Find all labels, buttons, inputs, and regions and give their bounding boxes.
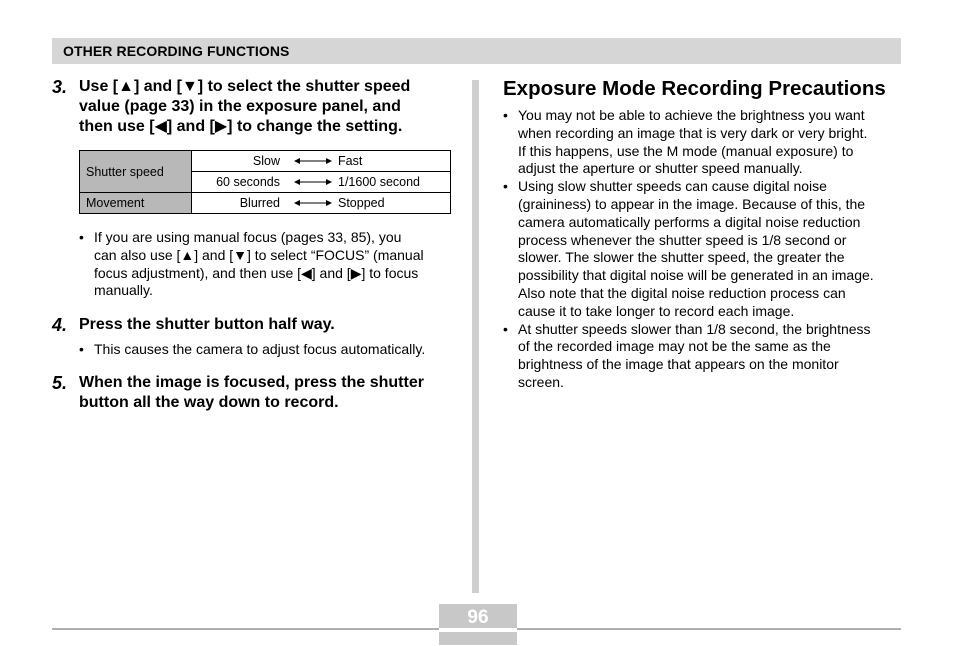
double-arrow-icon [294, 156, 332, 166]
bullet-icon: • [503, 320, 508, 337]
precaution-line: (graininess) to appear in the image. Because of this, the [518, 195, 866, 212]
step-5-line-1: When the image is focused, press the shutter [79, 374, 424, 391]
bullet-icon: • [503, 178, 508, 195]
precaution-line: of the recorded image may not be the same as the [518, 338, 831, 355]
page-number: 96 [467, 607, 489, 628]
precaution-line: brightness of the image that appears on the monitor [518, 356, 839, 373]
step-4-number: 4. [52, 315, 68, 335]
precaution-line: You may not be able to achieve the brightness you want [518, 107, 865, 123]
precaution-line: Using slow shutter speeds can cause digital noise [518, 178, 827, 195]
precaution-line: possibility that digital noise will be generated in an image. [518, 267, 874, 284]
note-line: can also use [▲] and [▼] to select “FOCUS” (manual [94, 246, 424, 263]
section-title: OTHER RECORDING FUNCTIONS [63, 43, 290, 59]
section-header-bar [52, 38, 901, 64]
table-cell [192, 172, 451, 193]
list-item [79, 229, 459, 300]
step-4-text: Press the shutter button half way. [79, 316, 335, 333]
list-item [503, 321, 903, 392]
value-left: 60 seconds [216, 175, 280, 189]
value-left: Blurred [239, 196, 280, 210]
precaution-line: when recording an image that is very dark or very bright. [518, 124, 868, 141]
bullet-icon: • [79, 341, 84, 357]
bullet-icon: • [503, 107, 508, 123]
double-arrow-icon [294, 198, 332, 208]
column-divider [472, 80, 479, 593]
precaution-line: camera automatically performs a digital noise reduction [518, 213, 861, 230]
step-5-line-2: button all the way down to record. [79, 394, 339, 411]
table-cell [192, 151, 451, 172]
note-line: This causes the camera to adjust focus automatically. [94, 341, 426, 357]
table-row [80, 193, 451, 214]
precaution-line: cause it to take longer to record each image. [518, 302, 795, 319]
step-4 [52, 315, 452, 337]
page-number-box [439, 604, 517, 645]
bullet-icon: • [79, 229, 84, 245]
movement-label: Movement [80, 193, 192, 214]
step-5-number: 5. [52, 373, 68, 393]
value-right: Stopped [338, 196, 385, 210]
step-3-line-2: value (page 33) in the exposure panel, and [79, 98, 401, 115]
precautions-title: Exposure Mode Recording Precautions [503, 77, 886, 100]
list-item [79, 341, 459, 359]
precaution-line: If this happens, use the M mode (manual exposure) to [518, 142, 854, 159]
step-3-line-1: Use [▲] and [▼] to select the shutter speed [79, 78, 411, 95]
list-item [503, 107, 903, 178]
note-line: focus adjustment), and then use [◀] and [▶] to focus [94, 264, 419, 281]
table-row [80, 151, 451, 172]
precaution-line: At shutter speeds slower than 1/8 second, the brightness [518, 320, 871, 337]
list-item [503, 178, 903, 320]
precaution-line: slower. The slower the shutter speed, the greater the [518, 249, 845, 266]
step-3 [52, 77, 452, 141]
precaution-line: adjust the aperture or shutter speed manually. [518, 160, 803, 177]
shutter-speed-label: Shutter speed [80, 151, 192, 193]
step-4-note [79, 341, 459, 359]
step-5 [52, 373, 452, 415]
note-line: manually. [94, 282, 153, 299]
page-box-gap [439, 628, 517, 632]
note-line: If you are using manual focus (pages 33, 85), you [94, 229, 402, 245]
precaution-line: Also note that the digital noise reduction process can [518, 284, 846, 301]
value-right: Fast [338, 154, 363, 168]
step-3-number: 3. [52, 77, 68, 97]
value-left: Slow [252, 154, 280, 168]
double-arrow-icon [294, 177, 332, 187]
precautions-list [503, 107, 903, 392]
step-3-line-3: then use [◀] and [▶] to change the setting. [79, 118, 403, 135]
table-cell [192, 193, 451, 214]
exposure-parameter-table [79, 150, 451, 214]
step-3-note [79, 229, 459, 300]
value-right: 1/1600 second [338, 175, 421, 189]
precaution-line: screen. [518, 373, 564, 390]
precaution-line: process whenever the shutter speed is 1/8 second or [518, 231, 847, 248]
